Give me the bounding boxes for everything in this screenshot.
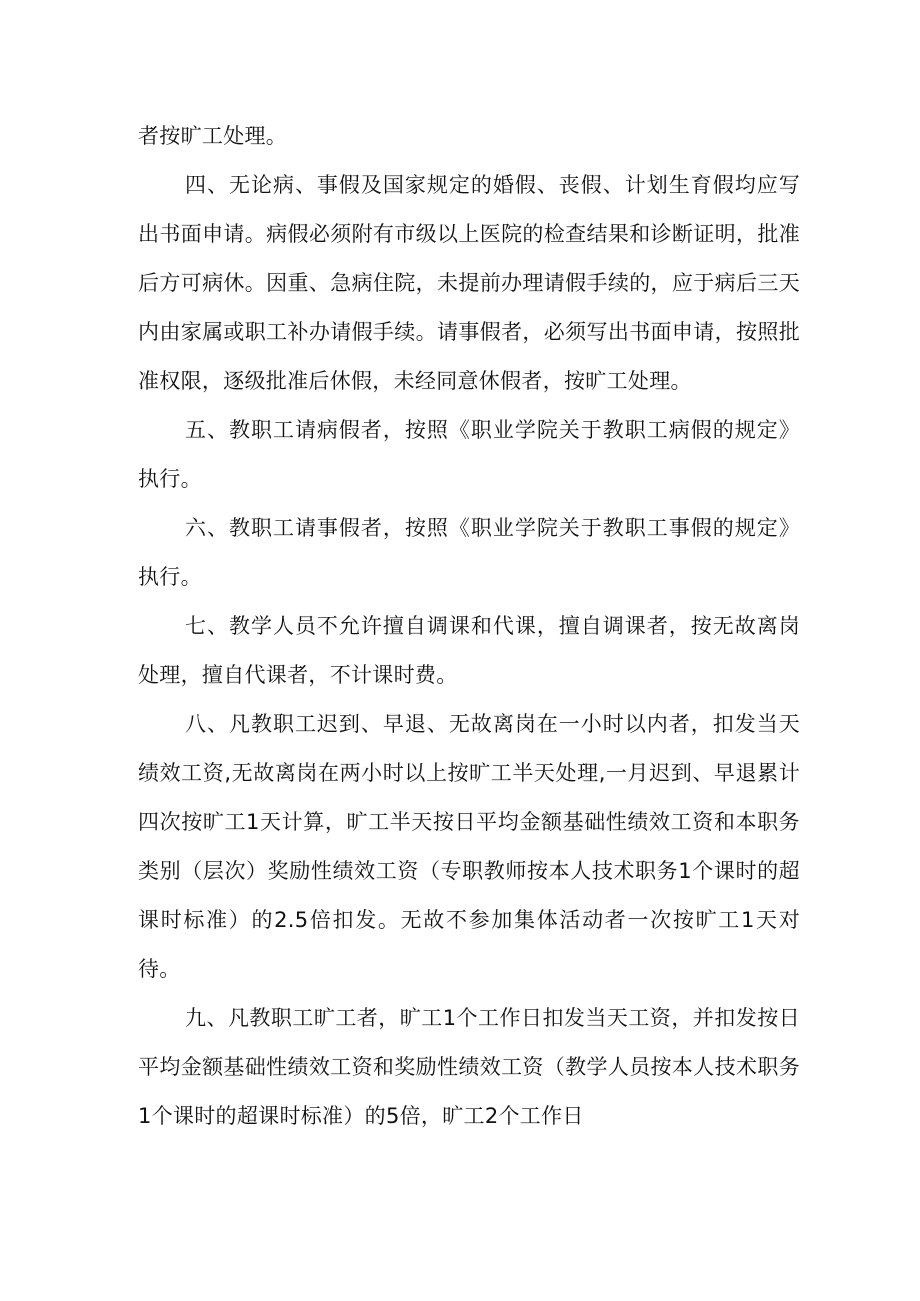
document-body: [138, 112, 800, 1141]
paragraph-item-7: 七、教学人员不允许擅自调课和代课，擅自调课者，按无故离岗处理，擅自代课者，不计课时费。: [138, 614, 800, 687]
paragraph-item-9: 九、凡教职工旷工者，旷工1个工作日扣发当天工资，并扣发按日平均金额基础性绩效工资和奖励性绩效工资（教学人员按本人技术职务1个课时的超课时标准）的5倍，旷工2个工作日: [138, 1006, 800, 1128]
paragraph-item-6: 六、教职工请事假者，按照《职业学院关于教职工事假的规定》执行。: [138, 516, 800, 589]
paragraph-continuation: 者按旷工处理。: [138, 124, 288, 148]
paragraph-item-5: 五、教职工请病假者，按照《职业学院关于教职工病假的规定》执行。: [138, 418, 800, 491]
paragraph-item-4: 四、无论病、事假及国家规定的婚假、丧假、计划生育假均应写出书面申请。病假必须附有市级以上医院的检查结果和诊断证明，批准后方可病休。因重、急病住院，未提前办理请假手续的，应于病后三天内由家属或职工补办请假手续。请事假者，必须写出书面申请，按照批准权限，逐级批准后休假，未经同意休假者，按旷工处理。: [138, 173, 800, 393]
paragraph-item-8: 八、凡教职工迟到、早退、无故离岗在一小时以内者，扣发当天绩效工资,无故离岗在两小时以上按旷工半天处理,一月迟到、早退累计四次按旷工1天计算，旷工半天按日平均金额基础性绩效工资和本职务类别（层次）奖励性绩效工资（专职教师按本人技术职务1个课时的超课时标准）的2.5倍扣发。无故不参加集体活动者一次按旷工1天对待。: [138, 712, 800, 981]
